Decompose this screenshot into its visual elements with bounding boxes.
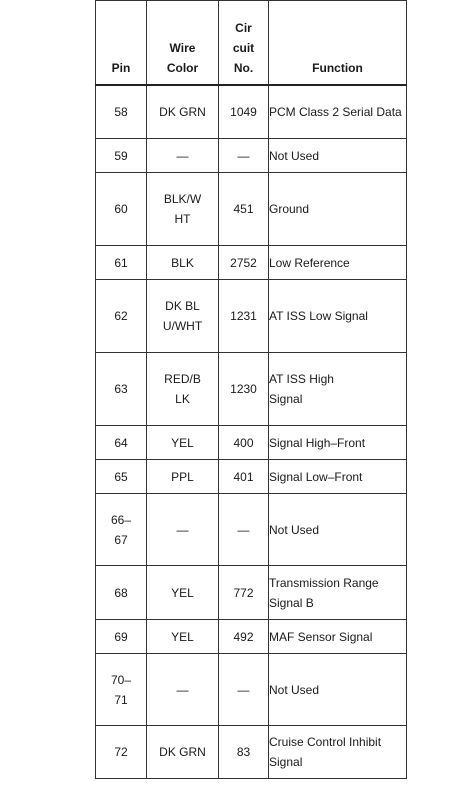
wire-color-cell: BLK/WHT bbox=[147, 173, 219, 246]
circuit-cell: 401 bbox=[219, 460, 269, 494]
circuit-cell: 400 bbox=[219, 426, 269, 460]
pin-cell: 69 bbox=[96, 620, 147, 654]
pin-cell: 62 bbox=[96, 280, 147, 353]
function-cell: AT ISS High Signal bbox=[269, 353, 407, 426]
function-cell: Transmission Range Signal B bbox=[269, 566, 407, 620]
wire-color-cell: YEL bbox=[147, 566, 219, 620]
connector-pinout-table bbox=[95, 0, 407, 779]
header-wire-color: Wire Color bbox=[147, 1, 219, 85]
pinout-table-container bbox=[95, 0, 407, 779]
wire-color-cell: PPL bbox=[147, 460, 219, 494]
wire-color-cell: RED/BLK bbox=[147, 353, 219, 426]
table-row bbox=[96, 353, 407, 426]
circuit-cell: 772 bbox=[219, 566, 269, 620]
table-row bbox=[96, 280, 407, 353]
circuit-cell: — bbox=[219, 139, 269, 173]
circuit-cell: — bbox=[219, 494, 269, 566]
header-function: Function bbox=[269, 1, 407, 85]
pin-cell: 58 bbox=[96, 85, 147, 139]
function-cell: PCM Class 2 Serial Data bbox=[269, 85, 407, 139]
function-cell: Cruise Control Inhibit Signal bbox=[269, 726, 407, 779]
wire-color-cell: — bbox=[147, 494, 219, 566]
function-cell: Not Used bbox=[269, 139, 407, 173]
pin-cell: 66–67 bbox=[96, 494, 147, 566]
wire-color-cell: DK GRN bbox=[147, 726, 219, 779]
table-row bbox=[96, 139, 407, 173]
table-row bbox=[96, 426, 407, 460]
function-cell: Not Used bbox=[269, 494, 407, 566]
table-row bbox=[96, 173, 407, 246]
table-row bbox=[96, 494, 407, 566]
circuit-cell: 451 bbox=[219, 173, 269, 246]
circuit-cell: 1049 bbox=[219, 85, 269, 139]
pin-cell: 60 bbox=[96, 173, 147, 246]
table-row bbox=[96, 85, 407, 139]
pin-cell: 68 bbox=[96, 566, 147, 620]
function-cell: AT ISS Low Signal bbox=[269, 280, 407, 353]
function-cell: Signal High–Front bbox=[269, 426, 407, 460]
wire-color-cell: — bbox=[147, 139, 219, 173]
table-row bbox=[96, 246, 407, 280]
circuit-cell: 2752 bbox=[219, 246, 269, 280]
function-cell: MAF Sensor Signal bbox=[269, 620, 407, 654]
table-row bbox=[96, 726, 407, 779]
function-cell: Ground bbox=[269, 173, 407, 246]
circuit-cell: 1230 bbox=[219, 353, 269, 426]
wire-color-cell: YEL bbox=[147, 620, 219, 654]
function-cell: Not Used bbox=[269, 654, 407, 726]
function-cell: Low Reference bbox=[269, 246, 407, 280]
pin-cell: 70–71 bbox=[96, 654, 147, 726]
wire-color-cell: DK GRN bbox=[147, 85, 219, 139]
circuit-cell: — bbox=[219, 654, 269, 726]
circuit-cell: 83 bbox=[219, 726, 269, 779]
pin-cell: 63 bbox=[96, 353, 147, 426]
table-row bbox=[96, 566, 407, 620]
function-cell: Signal Low–Front bbox=[269, 460, 407, 494]
pin-cell: 64 bbox=[96, 426, 147, 460]
pin-cell: 72 bbox=[96, 726, 147, 779]
pin-cell: 59 bbox=[96, 139, 147, 173]
header-circuit-no: Cir cuit No. bbox=[219, 1, 269, 85]
wire-color-cell: DK BLU/WHT bbox=[147, 280, 219, 353]
header-pin: Pin bbox=[96, 1, 147, 85]
table-row bbox=[96, 654, 407, 726]
wire-color-cell: BLK bbox=[147, 246, 219, 280]
wire-color-cell: — bbox=[147, 654, 219, 726]
circuit-cell: 1231 bbox=[219, 280, 269, 353]
wire-color-cell: YEL bbox=[147, 426, 219, 460]
circuit-cell: 492 bbox=[219, 620, 269, 654]
table-row bbox=[96, 460, 407, 494]
table-row bbox=[96, 620, 407, 654]
pin-cell: 65 bbox=[96, 460, 147, 494]
pin-cell: 61 bbox=[96, 246, 147, 280]
header-row bbox=[96, 1, 407, 85]
